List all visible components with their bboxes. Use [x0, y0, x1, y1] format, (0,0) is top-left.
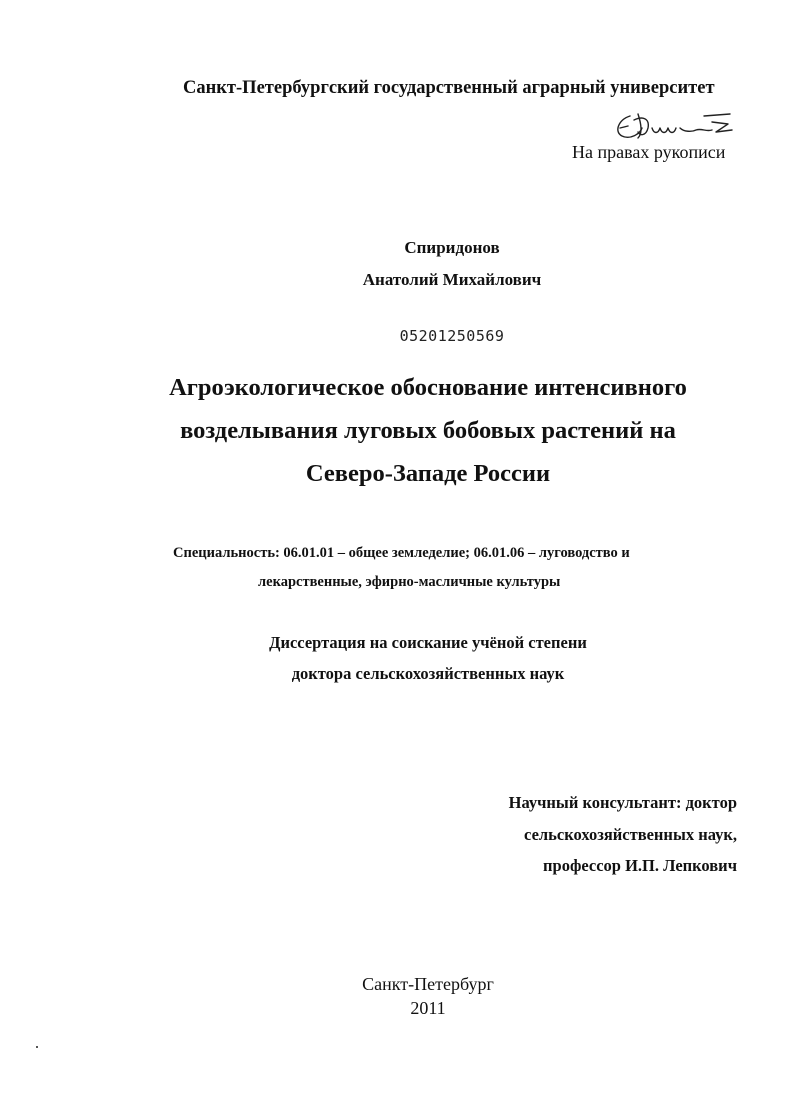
- author-given-names: Анатолий Михайлович: [362, 270, 542, 289]
- manuscript-note: На правах рукописи: [572, 142, 726, 162]
- author-surname: Спиридонов: [404, 238, 500, 257]
- advisor-line: сельскохозяйственных наук,: [524, 825, 737, 844]
- title-line: Агроэкологическое обоснование интенсивного: [169, 374, 687, 401]
- year: 2011: [410, 998, 446, 1018]
- university-name: Санкт-Петербургский государственный аграрный университет: [183, 78, 715, 98]
- specialty-line: Специальность: 06.01.01 – общее земледелие; 06.01.06 – луговодство и: [173, 545, 630, 561]
- advisor-line: Научный консультант: доктор: [508, 793, 737, 812]
- scan-speck: [36, 1046, 38, 1048]
- city: Санкт-Петербург: [362, 974, 494, 994]
- advisor-line: профессор И.П. Лепкович: [543, 856, 737, 875]
- title-line: Северо-Западе России: [305, 460, 551, 487]
- degree-line: Диссертация на соискание учёной степени: [269, 633, 587, 652]
- dissertation-title: [0, 366, 792, 495]
- catalog-number: 05201250569: [399, 327, 505, 345]
- specialty-line: лекарственные, эфирно-масличные культуры: [258, 574, 561, 590]
- degree-line: доктора сельскохозяйственных наук: [291, 664, 565, 683]
- title-line: возделывания луговых бобовых растений на: [180, 417, 676, 444]
